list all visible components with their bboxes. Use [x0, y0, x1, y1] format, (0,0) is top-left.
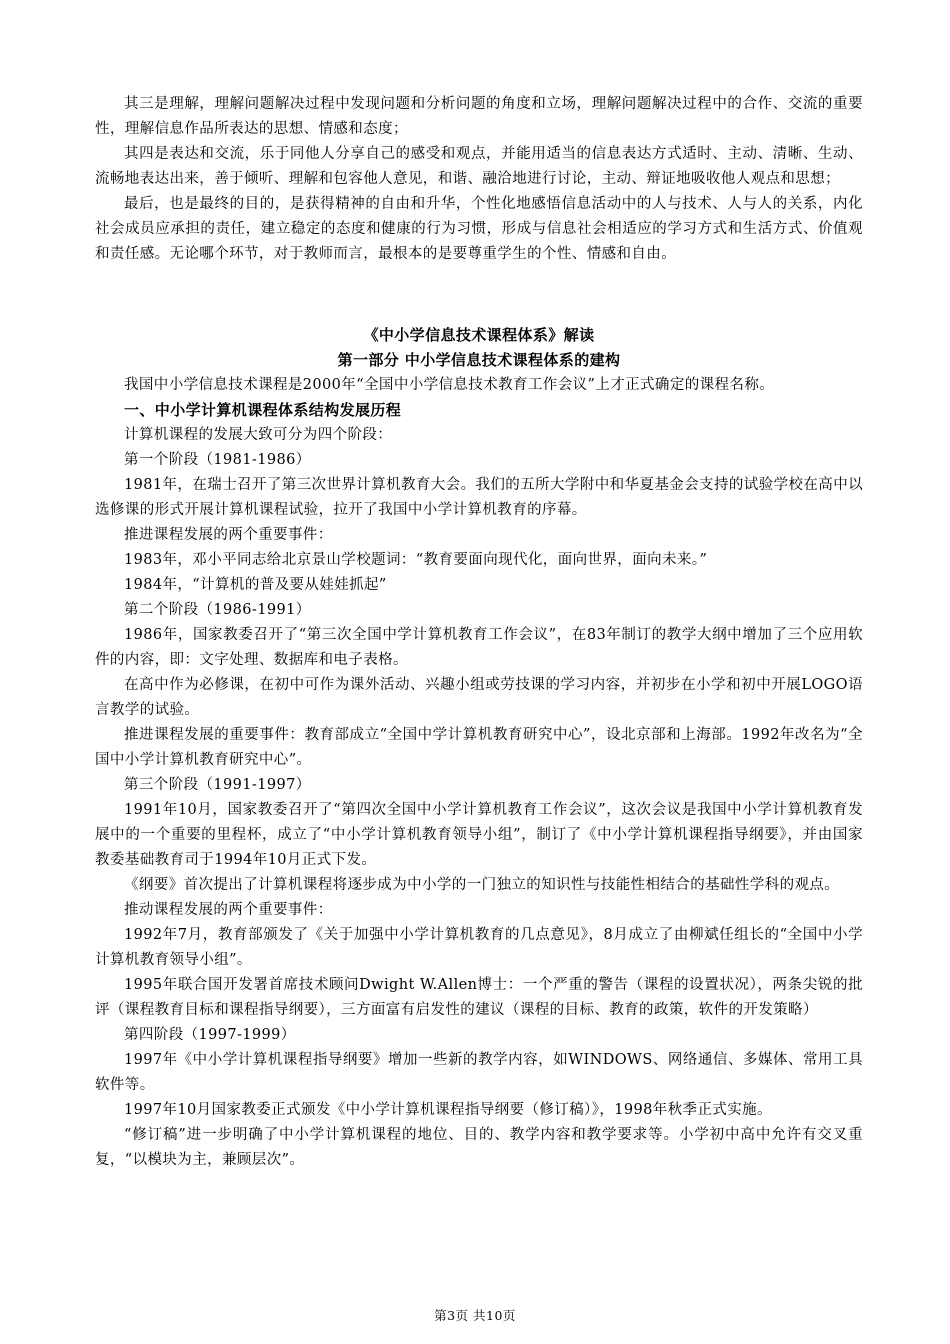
body-paragraph: 1995年联合国开发署首席技术顾问Dwight W.Allen博士：一个严重的警告（课程的设置状况），两条尖锐的批评（课程教育目标和课程指导纲要），三方面富有启发性的建议（课程的目标、教育的政策，软件的开发策略） — [95, 977, 863, 1018]
body-paragraph: 其三是理解，理解问题解决过程中发现问题和分析问题的角度和立场，理解问题解决过程中的合作、交流的重要性，理解信息作品所表达的思想、情感和态度； — [95, 96, 863, 137]
body-paragraph: 在高中作为必修课，在初中可作为课外活动、兴趣小组或劳技课的学习内容，并初步在小学和初中开展LOGO语言教学的试验。 — [95, 677, 863, 718]
stage-heading: 第三个阶段（1991-1997） — [124, 777, 311, 793]
body-paragraph: 推进课程发展的重要事件：教育部成立“全国中学计算机教育研究中心”，设北京部和上海部。1992年改名为“全国中小学计算机教育研究中心”。 — [95, 727, 863, 768]
page-body — [95, 92, 863, 1173]
part-title: 第一部分 中小学信息技术课程体系的建构 — [337, 351, 621, 369]
body-paragraph: 1991年10月，国家教委召开了“第四次全国中小学计算机教育工作会议”，这次会议是我国中小学计算机教育发展中的一个重要的里程杯，成立了“中小学计算机教育领导小组”，制订了《中小学计算机课程指导纲要》，并由国家教委基础教育司于1994年10月正式下发。 — [95, 802, 863, 868]
body-paragraph: “修订稿”进一步明确了中小学计算机课程的地位、目的、教学内容和教学要求等。小学初中高中允许有交叉重复，“以模块为主，兼顾层次”。 — [95, 1127, 863, 1168]
document-title: 《中小学信息技术课程体系》解读 — [363, 326, 595, 344]
body-paragraph: 1997年《中小学计算机课程指导纲要》增加一些新的教学内容，如WINDOWS、网络通信、多媒体、常用工具软件等。 — [95, 1052, 863, 1093]
body-paragraph: 最后，也是最终的目的，是获得精神的自由和升华，个性化地感悟信息活动中的人与技术、人与人的关系，内化社会成员应承担的责任，建立稳定的态度和健康的行为习惯，形成与信息社会相适应的学习方式和生活方式、价值观和责任感。无论哪个环节，对于教师而言，最根本的是要尊重学生的个性、情感和自由。 — [95, 196, 863, 262]
body-paragraph: 1997年10月国家教委正式颁发《中小学计算机课程指导纲要（修订稿）》，1998年秋季正式实施。 — [124, 1102, 772, 1118]
body-paragraph: 1986年，国家教委召开了“第三次全国中学计算机教育工作会议”，在83年制订的教学大纲中增加了三个应用软件的内容，即：文字处理、数据库和电子表格。 — [95, 627, 863, 668]
body-paragraph: 其四是表达和交流，乐于同他人分享自己的感受和观点，并能用适当的信息表达方式适时、主动、清晰、生动、流畅地表达出来，善于倾听、理解和包容他人意见，和谐、融洽地进行讨论，主动、辩证地吸收他人观点和思想； — [95, 146, 863, 187]
lead-paragraph: 我国中小学信息技术课程是2000年“全国中小学信息技术教育工作会议”上才正式确定的课程名称。 — [124, 377, 775, 393]
body-paragraph: 1984年，“计算机的普及要从娃娃抓起” — [124, 577, 387, 593]
body-paragraph: 推进课程发展的两个重要事件： — [124, 527, 333, 543]
body-paragraph: 计算机课程的发展大致可分为四个阶段： — [124, 427, 393, 443]
stage-heading: 第四阶段（1997-1999） — [124, 1027, 296, 1043]
body-paragraph: 推动课程发展的两个重要事件： — [124, 902, 333, 918]
body-paragraph: 1981年，在瑞士召开了第三次世界计算机教育大会。我们的五所大学附中和华夏基金会支持的试验学校在高中以选修课的形式开展计算机课程试验，拉开了我国中小学计算机教育的序幕。 — [95, 477, 863, 518]
stage-heading: 第一个阶段（1981-1986） — [124, 452, 311, 468]
section-heading: 一、中小学计算机课程体系结构发展历程 — [124, 401, 402, 419]
body-paragraph: 《纲要》首次提出了计算机课程将逐步成为中小学的一门独立的知识性与技能性相结合的基础性学科的观点。 — [124, 877, 840, 893]
section-gap — [95, 267, 863, 323]
page-footer: 第3页 共10页 — [434, 1308, 516, 1323]
body-paragraph: 1983年，邓小平同志给北京景山学校题词：“教育要面向现代化，面向世界，面向未来。” — [124, 552, 708, 568]
stage-heading: 第二个阶段（1986-1991） — [124, 602, 311, 618]
body-paragraph: 1992年7月，教育部颁发了《关于加强中小学计算机教育的几点意见》，8月成立了由柳斌任组长的“全国中小学计算机教育领导小组”。 — [95, 927, 863, 968]
